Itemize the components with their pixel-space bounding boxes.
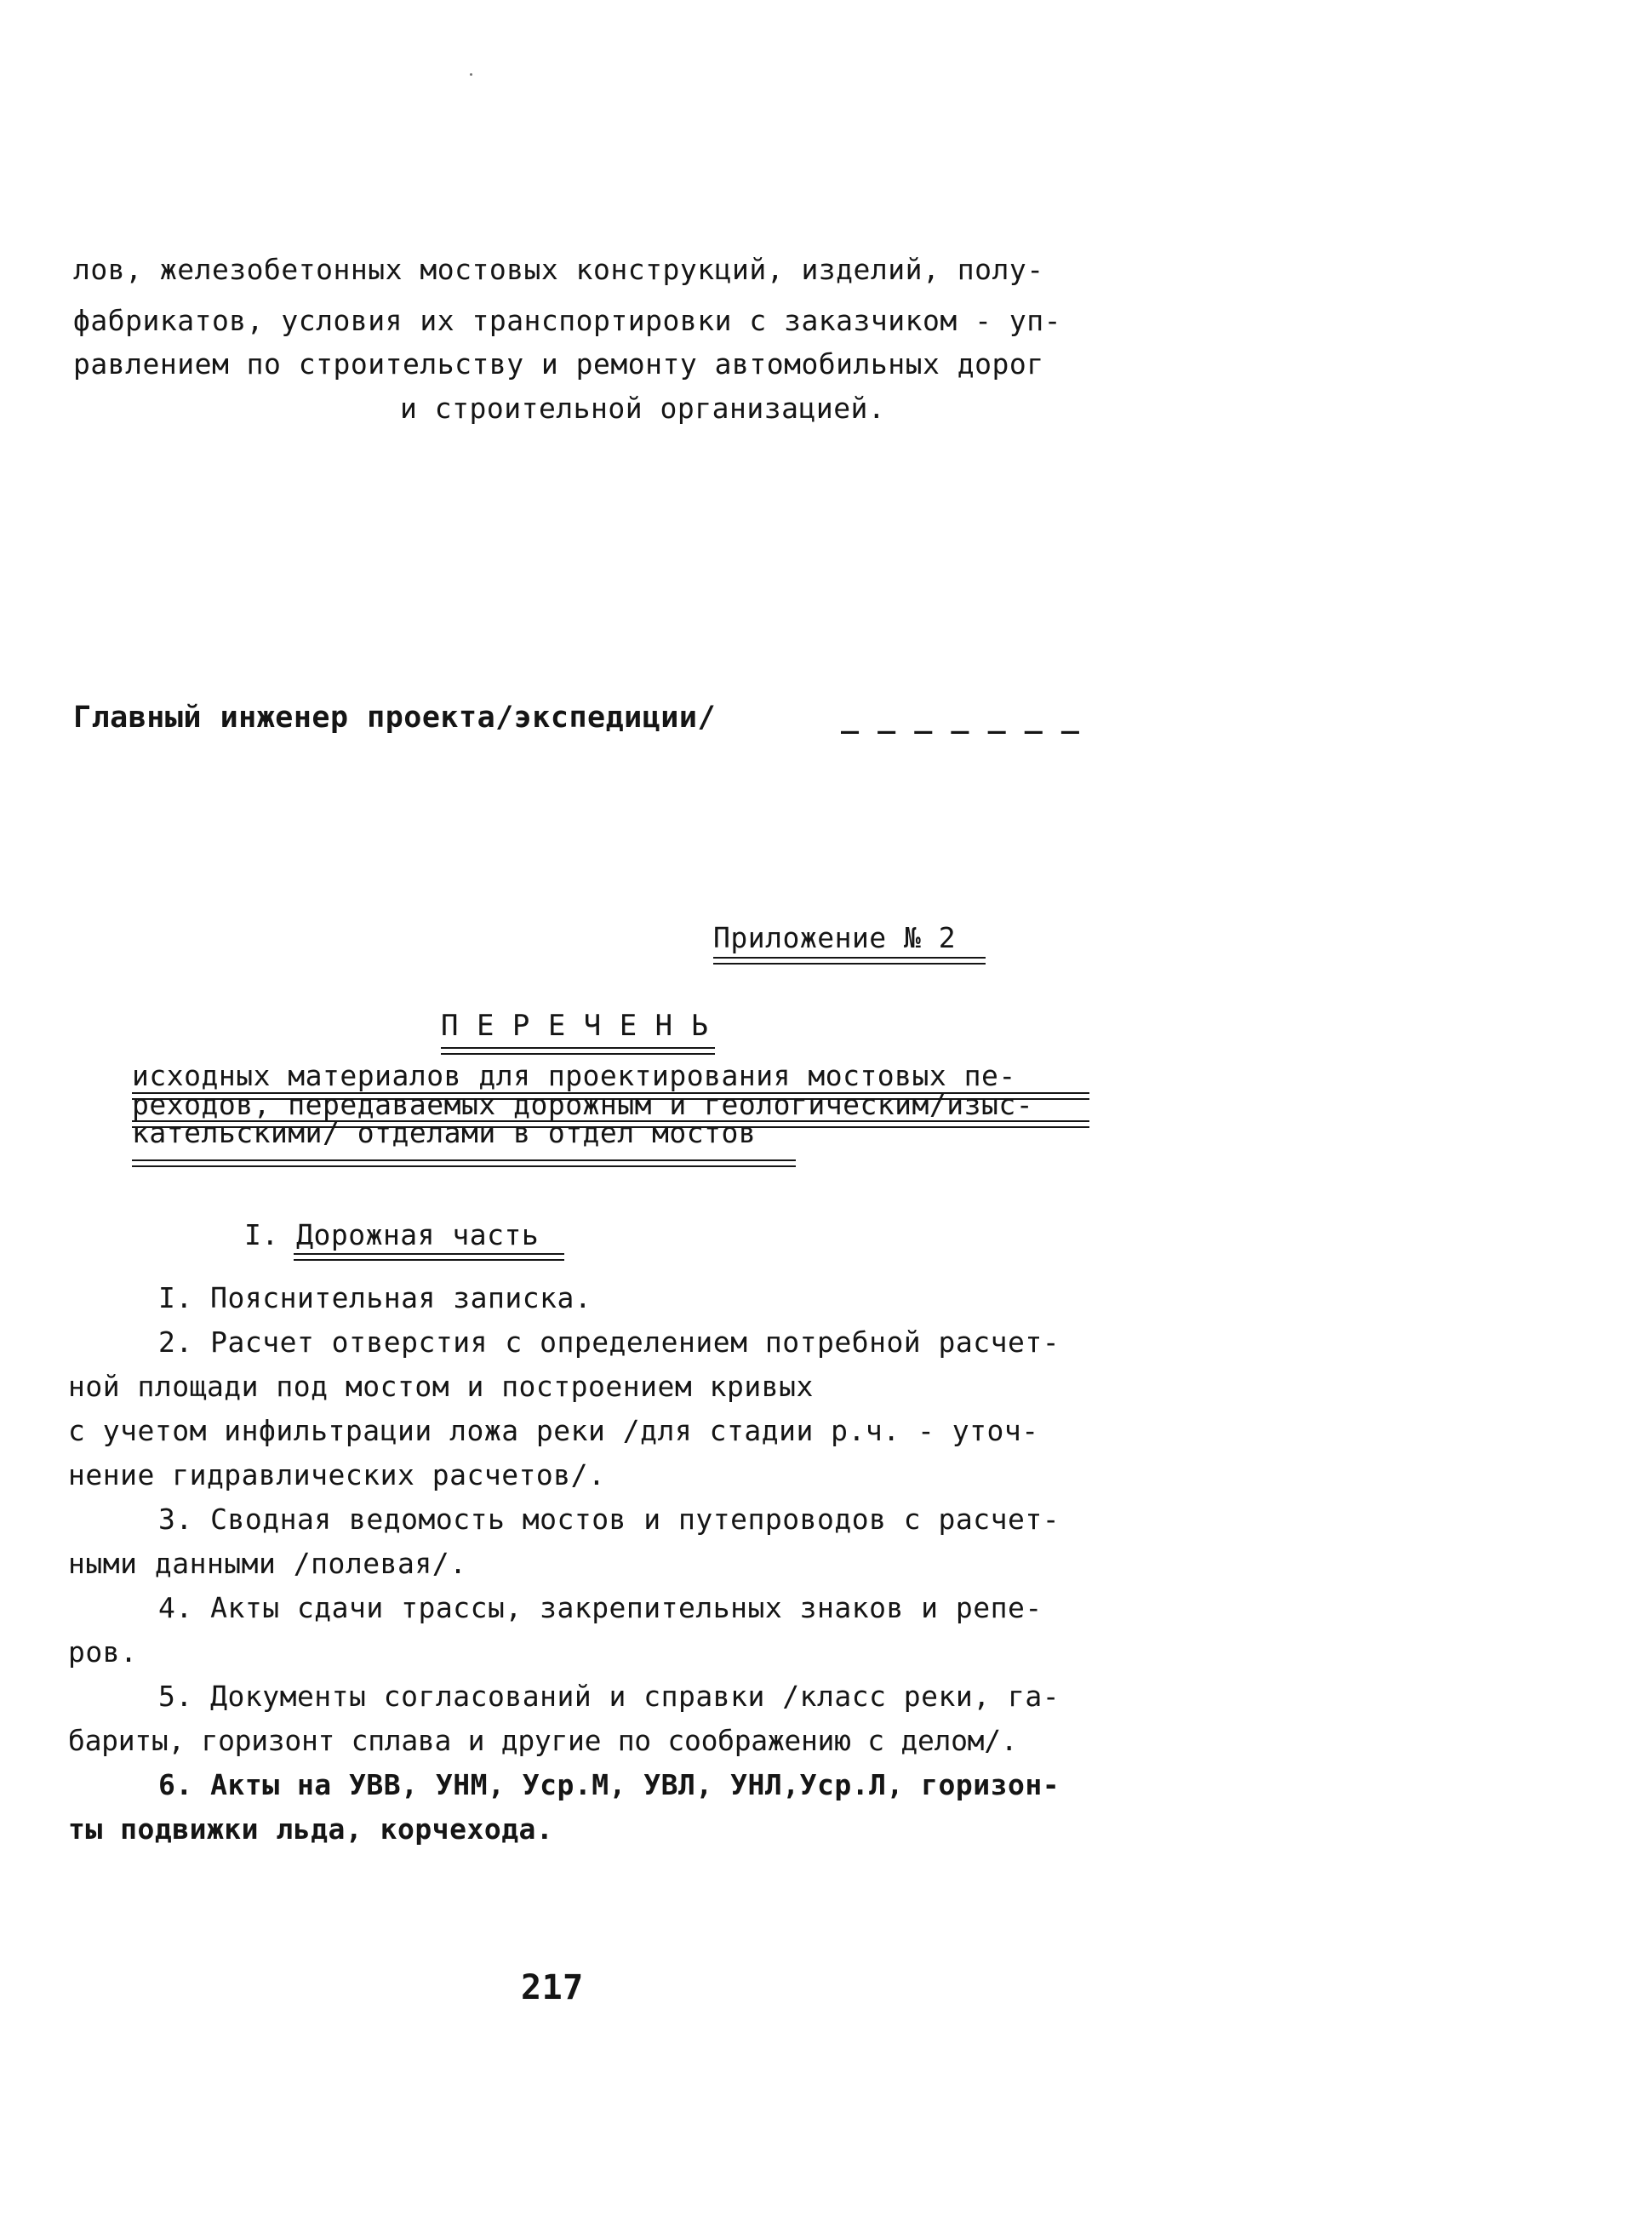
list-item-continuation: с учетом инфильтрации ложа реки /для стадии р.ч. - уточ-: [68, 1414, 1039, 1447]
list-item-continuation: нение гидравлических расчетов/.: [68, 1458, 606, 1491]
signature-label: Главный инженер проекта/экспедиции/: [73, 701, 717, 735]
list-item-continuation: ными данными /полевая/.: [68, 1547, 467, 1580]
list-item: 3. Сводная ведомость мостов и путепроводов с расчет-: [158, 1503, 1060, 1536]
subtitle-line: исходных материалов для проектирования мостовых пе-: [132, 1059, 1016, 1092]
list-item-continuation: ты подвижки льда, корчехода.: [68, 1812, 554, 1846]
list-item-continuation: ров.: [68, 1635, 138, 1669]
page-number: 217: [521, 1968, 584, 2007]
list-item: I. Пояснительная записка.: [158, 1281, 592, 1314]
subtitle-underline: [132, 1120, 1089, 1122]
list-item-continuation: бариты, горизонт сплава и другие по соображению с делом/.: [68, 1724, 1018, 1757]
list-item: 4. Акты сдачи трассы, закрепительных знаков и репе-: [158, 1591, 1043, 1624]
section-title-underline: [294, 1253, 564, 1255]
subtitle-line: реходов, передаваемых дорожным и геологическим/изыс-: [132, 1088, 1034, 1121]
document-title: П Е Р Е Ч Е Н Ь: [441, 1009, 709, 1043]
subtitle-underline: [132, 1092, 1089, 1094]
paragraph-line: и строительной организацией.: [400, 392, 886, 425]
subtitle-underline: [132, 1159, 796, 1161]
appendix-label: Приложение № 2: [713, 921, 957, 954]
signature-blank: _ _ _ _ _ _ _: [841, 701, 1080, 735]
title-underline: [441, 1047, 715, 1049]
paragraph-line: равлением по строительству и ремонту автомобильных дорог: [73, 347, 1044, 381]
list-item-continuation: ной площади под мостом и построением кривых: [68, 1370, 814, 1403]
section-title: I. Дорожная часть: [244, 1218, 540, 1251]
list-item: 6. Акты на УВВ, УНМ, Уср.М, УВЛ, УНЛ,Уср.Л, горизон-: [158, 1768, 1060, 1801]
scan-speck: [470, 73, 472, 76]
list-item: 5. Документы согласований и справки /класс реки, га-: [158, 1680, 1060, 1713]
paragraph-line: лов, железобетонных мостовых конструкций, изделий, полу-: [73, 253, 1044, 286]
list-item: 2. Расчет отверстия с определением потребной расчет-: [158, 1325, 1060, 1359]
appendix-underline: [713, 957, 986, 959]
paragraph-line: фабрикатов, условия их транспортировки с заказчиком - уп-: [73, 304, 1061, 337]
subtitle-line: кательскими/ отделами в отдел мостов: [132, 1116, 757, 1149]
